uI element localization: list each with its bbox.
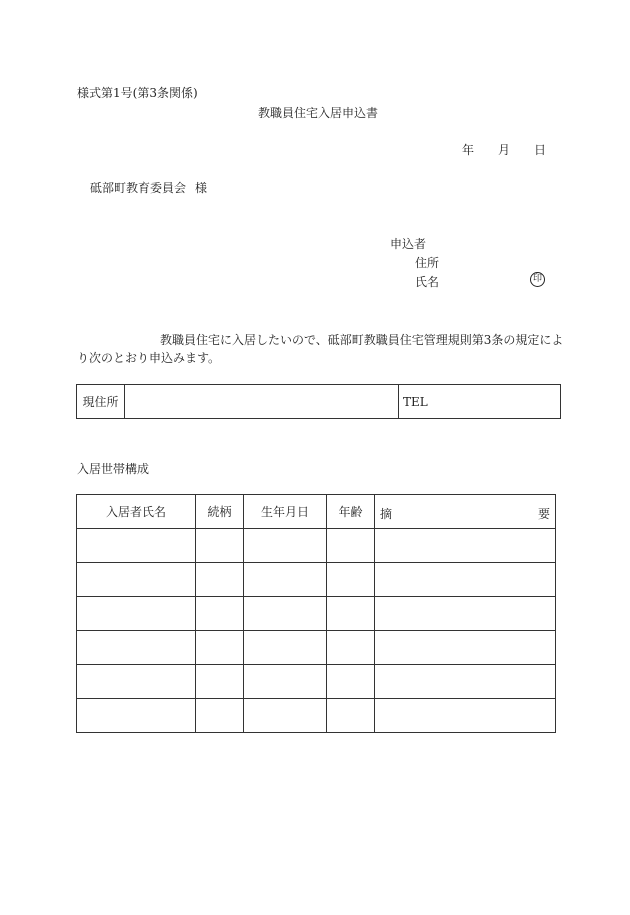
current-address-table bbox=[76, 384, 561, 419]
current-address-row bbox=[77, 385, 561, 419]
document-title: 教職員住宅入居申込書 bbox=[258, 106, 379, 120]
tel-field[interactable]: TEL bbox=[399, 385, 561, 419]
household-heading: 入居世帯構成 bbox=[77, 462, 150, 476]
remarks-cell[interactable] bbox=[375, 665, 556, 699]
body-text-line-1: 教職員住宅に入居したいので、砥部町教職員住宅管理規則第3条の規定によ bbox=[160, 333, 564, 347]
addressee-honorific: 様 bbox=[195, 181, 208, 195]
name-cell[interactable] bbox=[77, 597, 196, 631]
table-row bbox=[77, 597, 556, 631]
age-cell[interactable] bbox=[327, 529, 375, 563]
body-text-line-2: り次のとおり申込みます。 bbox=[77, 351, 221, 365]
table-row bbox=[77, 563, 556, 597]
age-cell[interactable] bbox=[327, 631, 375, 665]
date-day-label: 日 bbox=[534, 143, 547, 157]
age-cell[interactable] bbox=[327, 563, 375, 597]
date-month-label: 月 bbox=[498, 143, 511, 157]
birthdate-cell[interactable] bbox=[244, 597, 327, 631]
birthdate-cell[interactable] bbox=[244, 665, 327, 699]
addressee-name: 砥部町教育委員会 bbox=[90, 181, 187, 195]
name-cell[interactable] bbox=[77, 631, 196, 665]
name-cell[interactable] bbox=[77, 699, 196, 733]
household-table bbox=[76, 494, 556, 733]
remarks-header-right: 要 bbox=[537, 507, 550, 521]
name-cell[interactable] bbox=[77, 529, 196, 563]
table-row bbox=[77, 665, 556, 699]
relation-cell[interactable] bbox=[196, 563, 244, 597]
table-row bbox=[77, 699, 556, 733]
birthdate-cell[interactable] bbox=[244, 529, 327, 563]
birthdate-cell[interactable] bbox=[244, 631, 327, 665]
column-header-birthdate: 生年月日 bbox=[244, 495, 327, 529]
applicant-label: 申込者 bbox=[390, 237, 427, 251]
date-year-label: 年 bbox=[462, 143, 475, 157]
relation-cell[interactable] bbox=[196, 529, 244, 563]
birthdate-cell[interactable] bbox=[244, 563, 327, 597]
household-header-row bbox=[77, 495, 556, 529]
age-cell[interactable] bbox=[327, 597, 375, 631]
column-header-age: 年齢 bbox=[327, 495, 375, 529]
remarks-cell[interactable] bbox=[375, 699, 556, 733]
age-cell[interactable] bbox=[327, 665, 375, 699]
name-cell[interactable] bbox=[77, 665, 196, 699]
column-header-remarks bbox=[375, 495, 556, 529]
current-address-label: 現住所 bbox=[77, 385, 125, 419]
remarks-cell[interactable] bbox=[375, 563, 556, 597]
form-code: 様式第1号(第3条関係) bbox=[77, 86, 198, 100]
applicant-name-label: 氏名 bbox=[415, 275, 440, 289]
relation-cell[interactable] bbox=[196, 597, 244, 631]
column-header-relation: 続柄 bbox=[196, 495, 244, 529]
remarks-cell[interactable] bbox=[375, 631, 556, 665]
table-row bbox=[77, 631, 556, 665]
age-cell[interactable] bbox=[327, 699, 375, 733]
relation-cell[interactable] bbox=[196, 665, 244, 699]
remarks-cell[interactable] bbox=[375, 597, 556, 631]
relation-cell[interactable] bbox=[196, 631, 244, 665]
seal-mark: 印 bbox=[530, 272, 545, 287]
remarks-cell[interactable] bbox=[375, 529, 556, 563]
column-header-name: 入居者氏名 bbox=[77, 495, 196, 529]
name-cell[interactable] bbox=[77, 563, 196, 597]
relation-cell[interactable] bbox=[196, 699, 244, 733]
birthdate-cell[interactable] bbox=[244, 699, 327, 733]
applicant-address-label: 住所 bbox=[415, 256, 440, 270]
current-address-field[interactable] bbox=[125, 385, 399, 419]
remarks-header-left: 摘 bbox=[380, 507, 393, 521]
table-row bbox=[77, 529, 556, 563]
